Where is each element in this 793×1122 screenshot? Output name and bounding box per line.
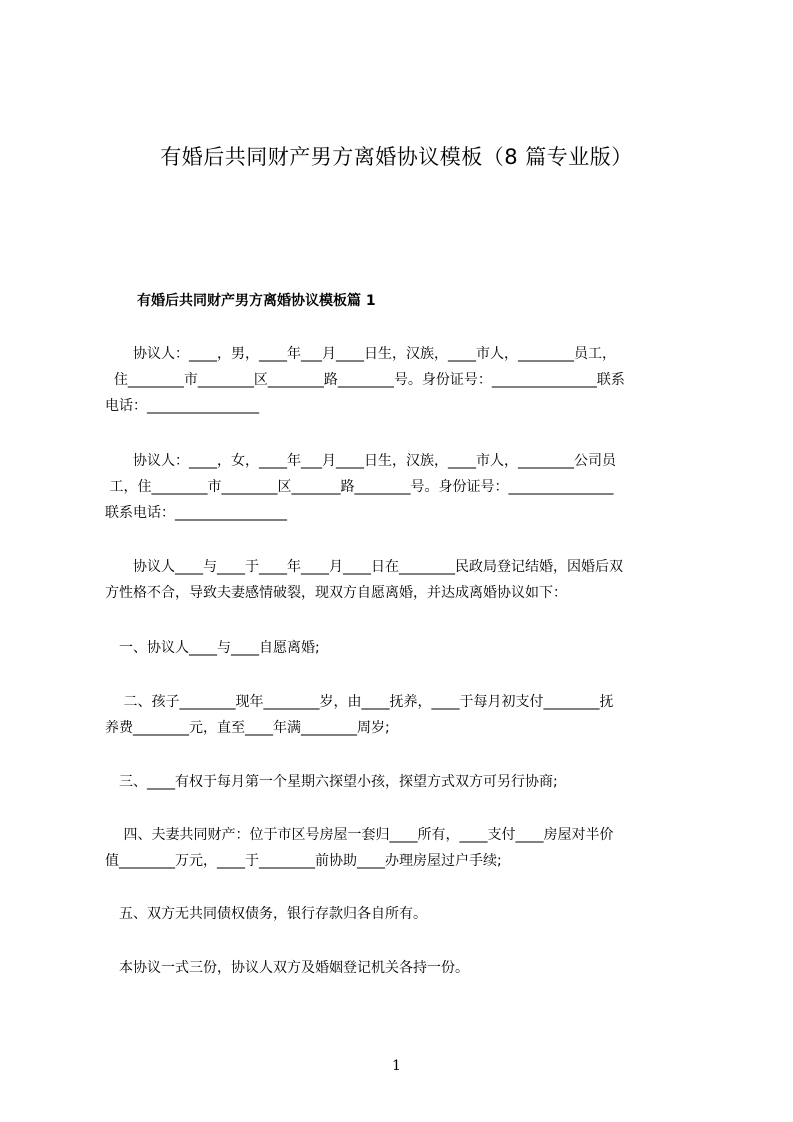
paragraph-line: 住________市________区________路________号。身份证号：_______________联系: [105, 372, 625, 388]
page-number: 1: [392, 1058, 401, 1074]
paragraph-line: 方性格不合，导致夫妻感情破裂，现双方自愿离婚，并达成离婚协议如下：: [105, 585, 567, 601]
paragraph-line: 三、____有权于每月第一个星期六探望小孩，探望方式双方可另行协商;: [105, 774, 558, 790]
document-title: 有婚后共同财产男方离婚协议模板（8 篇专业版）: [160, 145, 633, 169]
paragraph-line: 五、双方无共同债权债务，银行存款归各自所有。: [105, 906, 427, 922]
clause-1: [105, 635, 701, 661]
paragraph-party-female: [105, 448, 701, 526]
paragraph-line: 工，住________市________区_______路________号。身份证号：_______________: [105, 479, 614, 495]
paragraph-line: 养费________元，直至____年满________周岁;: [105, 720, 390, 736]
paragraph-line: 二、孩子________现年________岁，由____抚养，____于每月初支付________抚: [105, 694, 614, 710]
section-heading: 有婚后共同财产男方离婚协议模板篇 1: [137, 293, 376, 309]
paragraph-line: 协议人：____，男，____年___月____日生，汉族，____市人，________员工，: [105, 346, 616, 362]
paragraph-line: 值________万元，____于________前协助____办理房屋过户手续;: [105, 853, 502, 869]
paragraph-line: 本协议一式三份，协议人双方及婚姻登记机关各持一份。: [105, 960, 469, 976]
clause-2: [105, 689, 701, 741]
paragraph-party-male: [105, 341, 701, 419]
paragraph-line: 协议人：____，女，____年___月____日生，汉族，____市人，________公司员: [105, 453, 616, 469]
clause-4: [105, 822, 701, 874]
paragraph-line: 协议人____与____于____年____月____日在________民政局登记结婚，因婚后双: [105, 559, 623, 575]
clause-5: [105, 901, 701, 927]
paragraph-line: 一、协议人____与____自愿离婚;: [105, 640, 320, 656]
clause-3: [105, 769, 701, 795]
paragraph-line: 联系电话：________________: [105, 505, 287, 521]
closing-paragraph: [105, 955, 701, 981]
paragraph-line: 四、夫妻共同财产：位于市区号房屋一套归____所有，____支付____房屋对半价: [105, 827, 614, 843]
paragraph-preamble: [105, 554, 701, 606]
paragraph-line: 电话：________________: [105, 398, 259, 414]
